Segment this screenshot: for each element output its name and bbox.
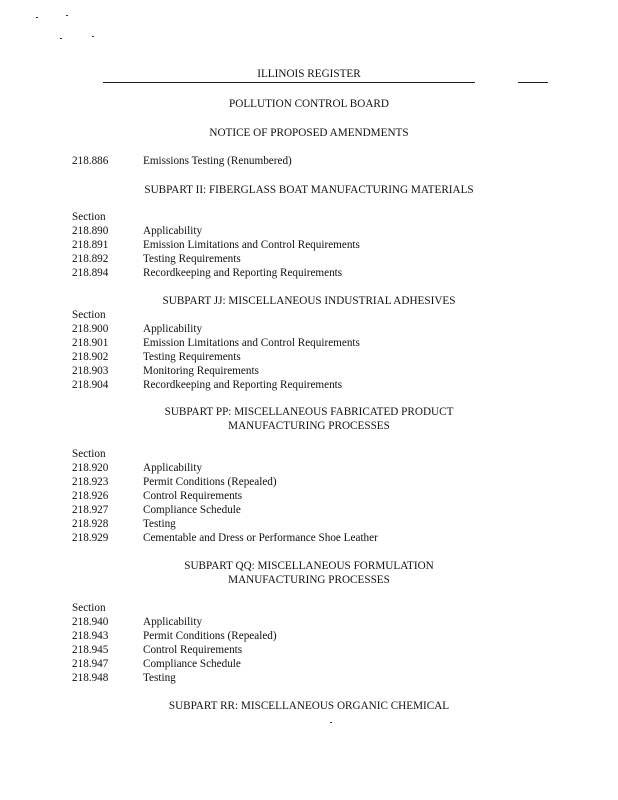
section-number: 218.902 — [72, 351, 109, 363]
section-number: 218.901 — [72, 337, 109, 349]
header-rule-right — [518, 82, 548, 83]
section-title: Compliance Schedule — [143, 658, 241, 670]
section-number: 218.886 — [72, 155, 109, 167]
section-label: Section — [72, 211, 106, 223]
section-number: 218.928 — [72, 518, 109, 530]
subpart-heading-line-2: MANUFACTURING PROCESSES — [228, 574, 390, 586]
section-number: 218.890 — [72, 225, 109, 237]
subpart-heading: SUBPART II: FIBERGLASS BOAT MANUFACTURING MATERIALS — [144, 184, 474, 196]
section-label: Section — [72, 602, 106, 614]
section-number: 218.904 — [72, 379, 109, 391]
scan-speck — [66, 15, 68, 16]
section-title: Monitoring Requirements — [143, 365, 259, 377]
section-number: 218.920 — [72, 462, 109, 474]
section-number: 218.923 — [72, 476, 109, 488]
section-title: Applicability — [143, 225, 203, 237]
scan-speck — [330, 722, 332, 723]
section-title: Recordkeeping and Reporting Requirements — [143, 379, 343, 391]
section-number: 218.892 — [72, 253, 109, 265]
section-label: Section — [72, 309, 106, 321]
section-title: Control Requirements — [143, 644, 243, 656]
scan-speck — [92, 36, 94, 37]
subpart-heading: SUBPART RR: MISCELLANEOUS ORGANIC CHEMICAL — [168, 700, 450, 712]
section-title: Control Requirements — [143, 490, 243, 502]
section-title: Applicability — [143, 323, 203, 335]
section-title: Testing — [143, 672, 176, 684]
section-number: 218.903 — [72, 365, 109, 377]
section-title: Permit Conditions (Repealed) — [143, 476, 277, 488]
section-number: 218.926 — [72, 490, 109, 502]
section-number: 218.947 — [72, 658, 109, 670]
section-title: Emission Limitations and Control Requirements — [143, 239, 360, 251]
section-title: Testing Requirements — [143, 253, 241, 265]
section-title: Applicability — [143, 616, 203, 628]
section-number: 218.929 — [72, 532, 109, 544]
notice-title: NOTICE OF PROPOSED AMENDMENTS — [209, 127, 409, 139]
section-number: 218.900 — [72, 323, 109, 335]
section-number: 218.940 — [72, 616, 109, 628]
section-title: Recordkeeping and Reporting Requirements — [143, 267, 343, 279]
section-number: 218.891 — [72, 239, 109, 251]
register-title: ILLINOIS REGISTER — [257, 68, 361, 80]
section-title: Compliance Schedule — [143, 504, 241, 516]
scan-speck — [60, 38, 62, 39]
section-title: Testing — [143, 518, 176, 530]
section-number: 218.894 — [72, 267, 109, 279]
subpart-heading: SUBPART QQ: MISCELLANEOUS FORMULATION — [184, 560, 434, 572]
header-rule-left — [103, 82, 475, 83]
section-number: 218.945 — [72, 644, 109, 656]
section-number: 218.943 — [72, 630, 109, 642]
scan-speck — [36, 17, 38, 18]
section-number: 218.948 — [72, 672, 109, 684]
section-number: 218.927 — [72, 504, 109, 516]
section-title: Emission Limitations and Control Requirements — [143, 337, 360, 349]
subpart-heading: SUBPART JJ: MISCELLANEOUS INDUSTRIAL ADHESIVES — [162, 295, 456, 307]
section-title: Applicability — [143, 462, 203, 474]
section-label: Section — [72, 448, 106, 460]
section-title: Cementable and Dress or Performance Shoe Leather — [143, 532, 378, 544]
subpart-heading-line-2: MANUFACTURING PROCESSES — [228, 420, 390, 432]
agency-name: POLLUTION CONTROL BOARD — [229, 98, 389, 110]
section-title: Testing Requirements — [143, 351, 241, 363]
section-title: Permit Conditions (Repealed) — [143, 630, 277, 642]
section-title: Emissions Testing (Renumbered) — [143, 155, 292, 167]
subpart-heading: SUBPART PP: MISCELLANEOUS FABRICATED PRODUCT — [164, 406, 454, 418]
